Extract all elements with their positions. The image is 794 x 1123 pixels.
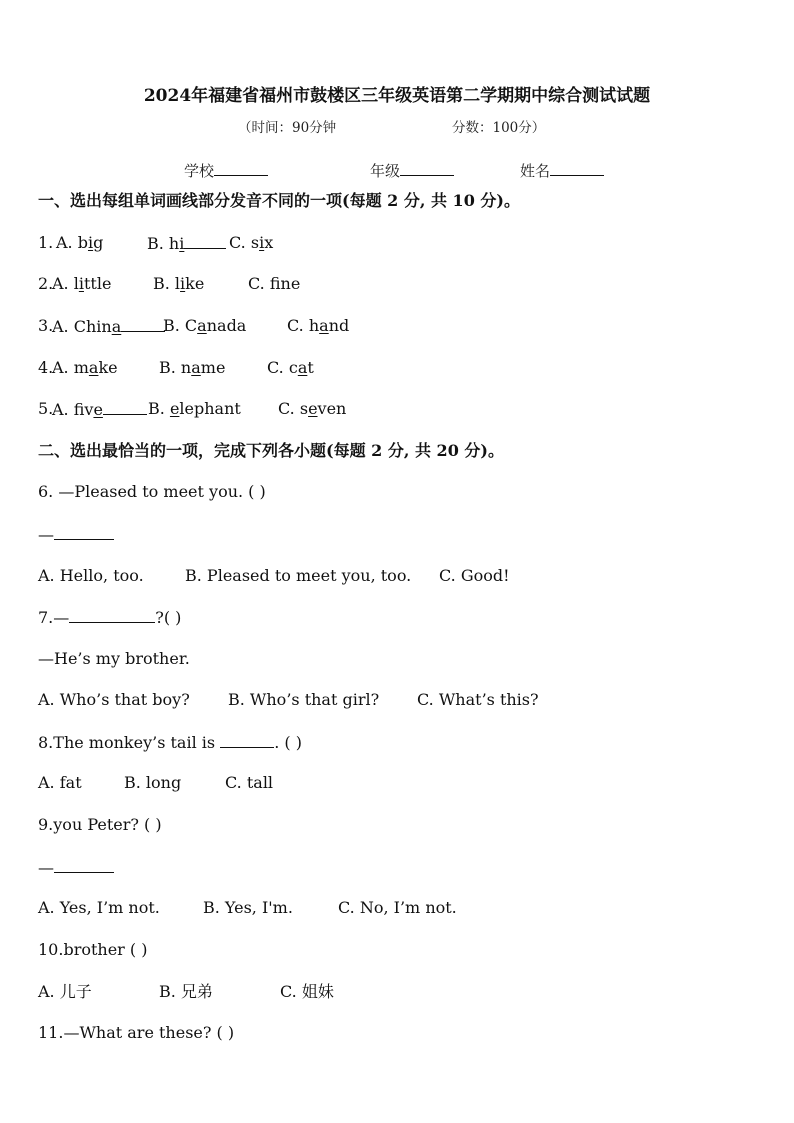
q10-option-c: C. 姐妹 bbox=[280, 982, 334, 1001]
question-6-options bbox=[38, 566, 778, 588]
q4-option-a: A. make bbox=[52, 358, 118, 377]
question-6-answer: — bbox=[38, 524, 114, 545]
grade-label: 年级 bbox=[370, 162, 401, 180]
q9-answer-blank[interactable] bbox=[54, 857, 114, 873]
question-4 bbox=[38, 358, 778, 380]
q8-option-c: C. tall bbox=[225, 773, 274, 792]
school-blank[interactable] bbox=[214, 160, 268, 176]
grade-field bbox=[370, 160, 454, 181]
q4-option-c: C. cat bbox=[267, 358, 314, 377]
question-8-options bbox=[38, 773, 778, 795]
q10-option-b: B. 兄弟 bbox=[159, 982, 213, 1001]
question-1-number: 1. bbox=[38, 233, 54, 252]
question-1 bbox=[38, 233, 778, 255]
question-6-stem: 6. —Pleased to meet you. ( ) bbox=[38, 482, 266, 501]
q8-option-b: B. long bbox=[124, 773, 182, 792]
q4-option-b: B. name bbox=[159, 358, 226, 377]
question-2-number: 2. bbox=[38, 274, 54, 293]
q2-option-a: A. little bbox=[52, 274, 112, 293]
question-5-number: 5. bbox=[38, 399, 54, 418]
grade-blank[interactable] bbox=[400, 160, 454, 176]
q8-option-a: A. fat bbox=[38, 773, 82, 792]
q1-option-a: A. big bbox=[56, 233, 104, 252]
question-7-stem: 7.— ?( ) bbox=[38, 608, 182, 627]
question-9-stem: 9.you Peter? ( ) bbox=[38, 815, 162, 834]
question-4-number: 4. bbox=[38, 358, 54, 377]
q3-option-b: B. Canada bbox=[163, 316, 247, 335]
q1-option-c: C. six bbox=[229, 233, 274, 252]
section-2-heading: 二、选出最恰当的一项，完成下列各小题(每题 2 分, 共 20 分)。 bbox=[38, 441, 504, 460]
q6-option-a: A. Hello, too. bbox=[38, 566, 144, 585]
page-title: 2024年福建省福州市鼓楼区三年级英语第二学期期中综合测试试题 bbox=[143, 86, 651, 106]
q9-option-c: C. No, I’m not. bbox=[338, 898, 457, 917]
question-5 bbox=[38, 399, 778, 421]
question-9-options bbox=[38, 898, 778, 920]
q2-option-b: B. like bbox=[153, 274, 205, 293]
q8-answer-blank[interactable] bbox=[220, 732, 274, 748]
question-11-stem: 11.—What are these? ( ) bbox=[38, 1023, 235, 1042]
question-10-options bbox=[38, 982, 778, 1004]
name-label: 姓名 bbox=[520, 162, 551, 180]
school-label: 学校 bbox=[184, 162, 215, 180]
question-10-stem: 10.brother ( ) bbox=[38, 940, 148, 959]
q3-option-a: A. China bbox=[52, 316, 165, 337]
question-3-number: 3. bbox=[38, 316, 54, 335]
question-9-answer: — bbox=[38, 857, 114, 878]
name-blank[interactable] bbox=[550, 160, 604, 176]
q6-option-c: C. Good! bbox=[439, 566, 510, 585]
q5-option-c: C. seven bbox=[278, 399, 347, 418]
q6-answer-blank[interactable] bbox=[54, 524, 114, 540]
question-3 bbox=[38, 316, 778, 338]
question-2 bbox=[38, 274, 778, 296]
q9-option-b: B. Yes, I'm. bbox=[203, 898, 293, 917]
q7-option-b: B. Who’s that girl? bbox=[228, 690, 380, 709]
exam-time: （时间：90分钟 bbox=[238, 120, 337, 136]
q5-option-a: A. five bbox=[52, 399, 147, 420]
exam-score: 分数：100分） bbox=[452, 120, 546, 136]
q1-option-b: B. hi bbox=[147, 233, 226, 254]
q10-option-a: A. 儿子 bbox=[38, 982, 92, 1001]
q2-option-c: C. fne bbox=[248, 274, 301, 293]
question-8-stem: 8.The monkey’s tail is . ( ) bbox=[38, 733, 302, 752]
q7-option-a: A. Who’s that boy? bbox=[38, 690, 190, 709]
q3-option-c: C. hand bbox=[287, 316, 350, 335]
name-field bbox=[520, 160, 604, 181]
question-7-reply: —He’s my brother. bbox=[38, 649, 190, 668]
q7-option-c: C. What’s this? bbox=[417, 690, 539, 709]
q7-answer-blank[interactable] bbox=[69, 607, 155, 623]
q5-option-b: B. elephant bbox=[148, 399, 241, 418]
section-1-heading: 一、选出每组单词画线部分发音不同的一项(每题 2 分, 共 10 分)。 bbox=[38, 191, 520, 210]
question-7-options bbox=[38, 690, 778, 712]
q9-option-a: A. Yes, I’m not. bbox=[38, 898, 160, 917]
school-field bbox=[184, 160, 268, 181]
q6-option-b: B. Pleased to meet you, too. bbox=[185, 566, 412, 585]
